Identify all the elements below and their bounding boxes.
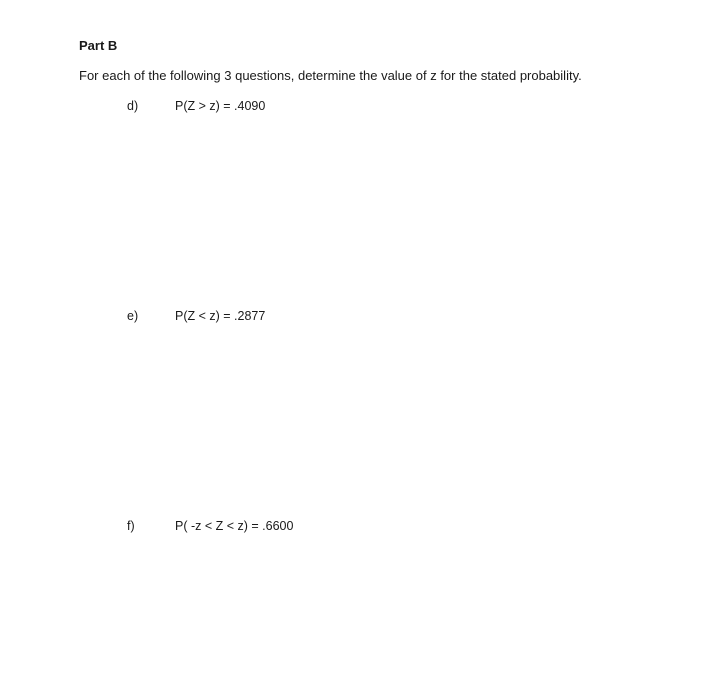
question-e <box>0 308 722 326</box>
question-label: f) <box>127 519 135 533</box>
question-label: d) <box>127 99 139 113</box>
question-f <box>0 518 722 536</box>
question-label: e) <box>127 309 139 323</box>
question-d <box>0 98 722 116</box>
question-expression: P( -z < Z < z) = .6600 <box>175 519 294 533</box>
question-expression: P(Z > z) = .4090 <box>175 99 266 113</box>
section-heading: Part B <box>79 38 118 53</box>
question-expression: P(Z < z) = .2877 <box>175 309 266 323</box>
instructions-text: For each of the following 3 questions, determine the value of z for the stated probability. <box>79 68 582 83</box>
